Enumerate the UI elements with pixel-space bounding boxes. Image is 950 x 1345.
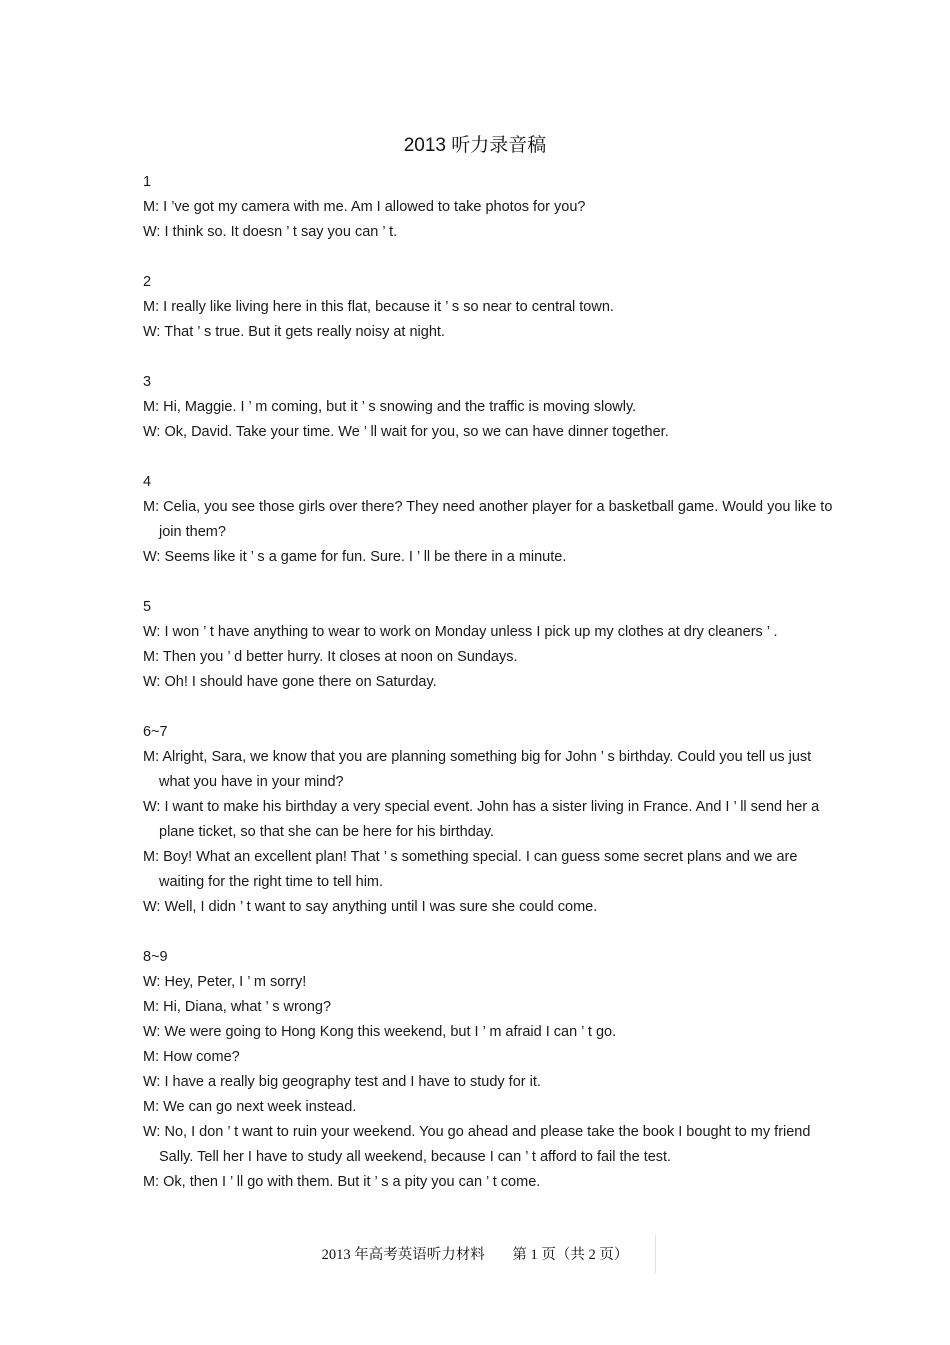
dialogue-line: M: How come? xyxy=(143,1049,240,1065)
dialogue-line: M: Ok, then I ’ ll go with them. But it ’ s a pity you can ’ t come. xyxy=(143,1174,541,1190)
page-title: 2013 听力录音稿 xyxy=(403,135,547,156)
page-footer xyxy=(0,1243,950,1264)
section-number: 2 xyxy=(143,274,152,290)
dialogue-line: M: Hi, Maggie. I ’ m coming, but it ’ s snowing and the traffic is moving slowly. xyxy=(143,399,637,415)
dialogue-line: M: We can go next week instead. xyxy=(143,1099,357,1115)
section-number: 5 xyxy=(143,599,152,615)
footer-page-number: 第 1 页（共 2 页） xyxy=(512,1247,629,1263)
section-6-7 xyxy=(143,720,833,920)
dialogue-line: M: Celia, you see those girls over there? They need another player for a basketball game. Would you like to join them? xyxy=(143,499,833,540)
dialogue-line: W: No, I don ’ t want to ruin your weekend. You go ahead and please take the book I bought to my friend Sally. Tell her I have to study all weekend, because I can ’ t afford to fail the test. xyxy=(143,1124,811,1165)
dialogue-line: M: Alright, Sara, we know that you are planning something big for John ’ s birthday. Could you tell us just what you have in your mind? xyxy=(143,749,812,790)
section-3 xyxy=(143,370,833,445)
section-number: 8~9 xyxy=(143,949,168,965)
section-4 xyxy=(143,470,833,570)
dialogue-line: W: Well, I didn ’ t want to say anything until I was sure she could come. xyxy=(143,899,598,915)
dialogue-line: W: Seems like it ’ s a game for fun. Sure. I ’ ll be there in a minute. xyxy=(143,549,567,565)
transcript xyxy=(143,170,833,1220)
dialogue-line: M: I really like living here in this flat, because it ’ s so near to central town. xyxy=(143,299,614,315)
section-8-9 xyxy=(143,945,833,1195)
section-number: 3 xyxy=(143,374,152,390)
dialogue-line: W: I think so. It doesn ’ t say you can ’ t. xyxy=(143,224,398,240)
dialogue-line: W: Hey, Peter, I ’ m sorry! xyxy=(143,974,307,990)
dialogue-line: W: I have a really big geography test and I have to study for it. xyxy=(143,1074,541,1090)
dialogue-line: W: I want to make his birthday a very special event. John has a sister living in France. And I ’ ll send her a plane ticket, so that she can be here for his birthday. xyxy=(143,799,820,840)
footer-source: 2013 年高考英语听力材料 xyxy=(321,1247,485,1263)
section-2 xyxy=(143,270,833,345)
dialogue-line: W: I won ’ t have anything to wear to work on Monday unless I pick up my clothes at dry cleaners ’ . xyxy=(143,624,778,640)
dialogue-line: W: Oh! I should have gone there on Saturday. xyxy=(143,674,437,690)
section-number: 6~7 xyxy=(143,724,168,740)
section-5 xyxy=(143,595,833,695)
dialogue-line: M: Hi, Diana, what ’ s wrong? xyxy=(143,999,332,1015)
section-number: 1 xyxy=(143,174,152,190)
section-number: 4 xyxy=(143,474,152,490)
dialogue-line: M: I ’ve got my camera with me. Am I allowed to take photos for you? xyxy=(143,199,586,215)
footer-divider xyxy=(655,1235,656,1273)
dialogue-line: W: Ok, David. Take your time. We ’ ll wait for you, so we can have dinner together. xyxy=(143,424,669,440)
dialogue-line: W: We were going to Hong Kong this weekend, but I ’ m afraid I can ’ t go. xyxy=(143,1024,617,1040)
dialogue-line: W: That ’ s true. But it gets really noisy at night. xyxy=(143,324,445,340)
section-1 xyxy=(143,170,833,245)
dialogue-line: M: Then you ’ d better hurry. It closes at noon on Sundays. xyxy=(143,649,518,665)
dialogue-line: M: Boy! What an excellent plan! That ’ s something special. I can guess some secret plans and we are waiting for the right time to tell him. xyxy=(143,849,798,890)
